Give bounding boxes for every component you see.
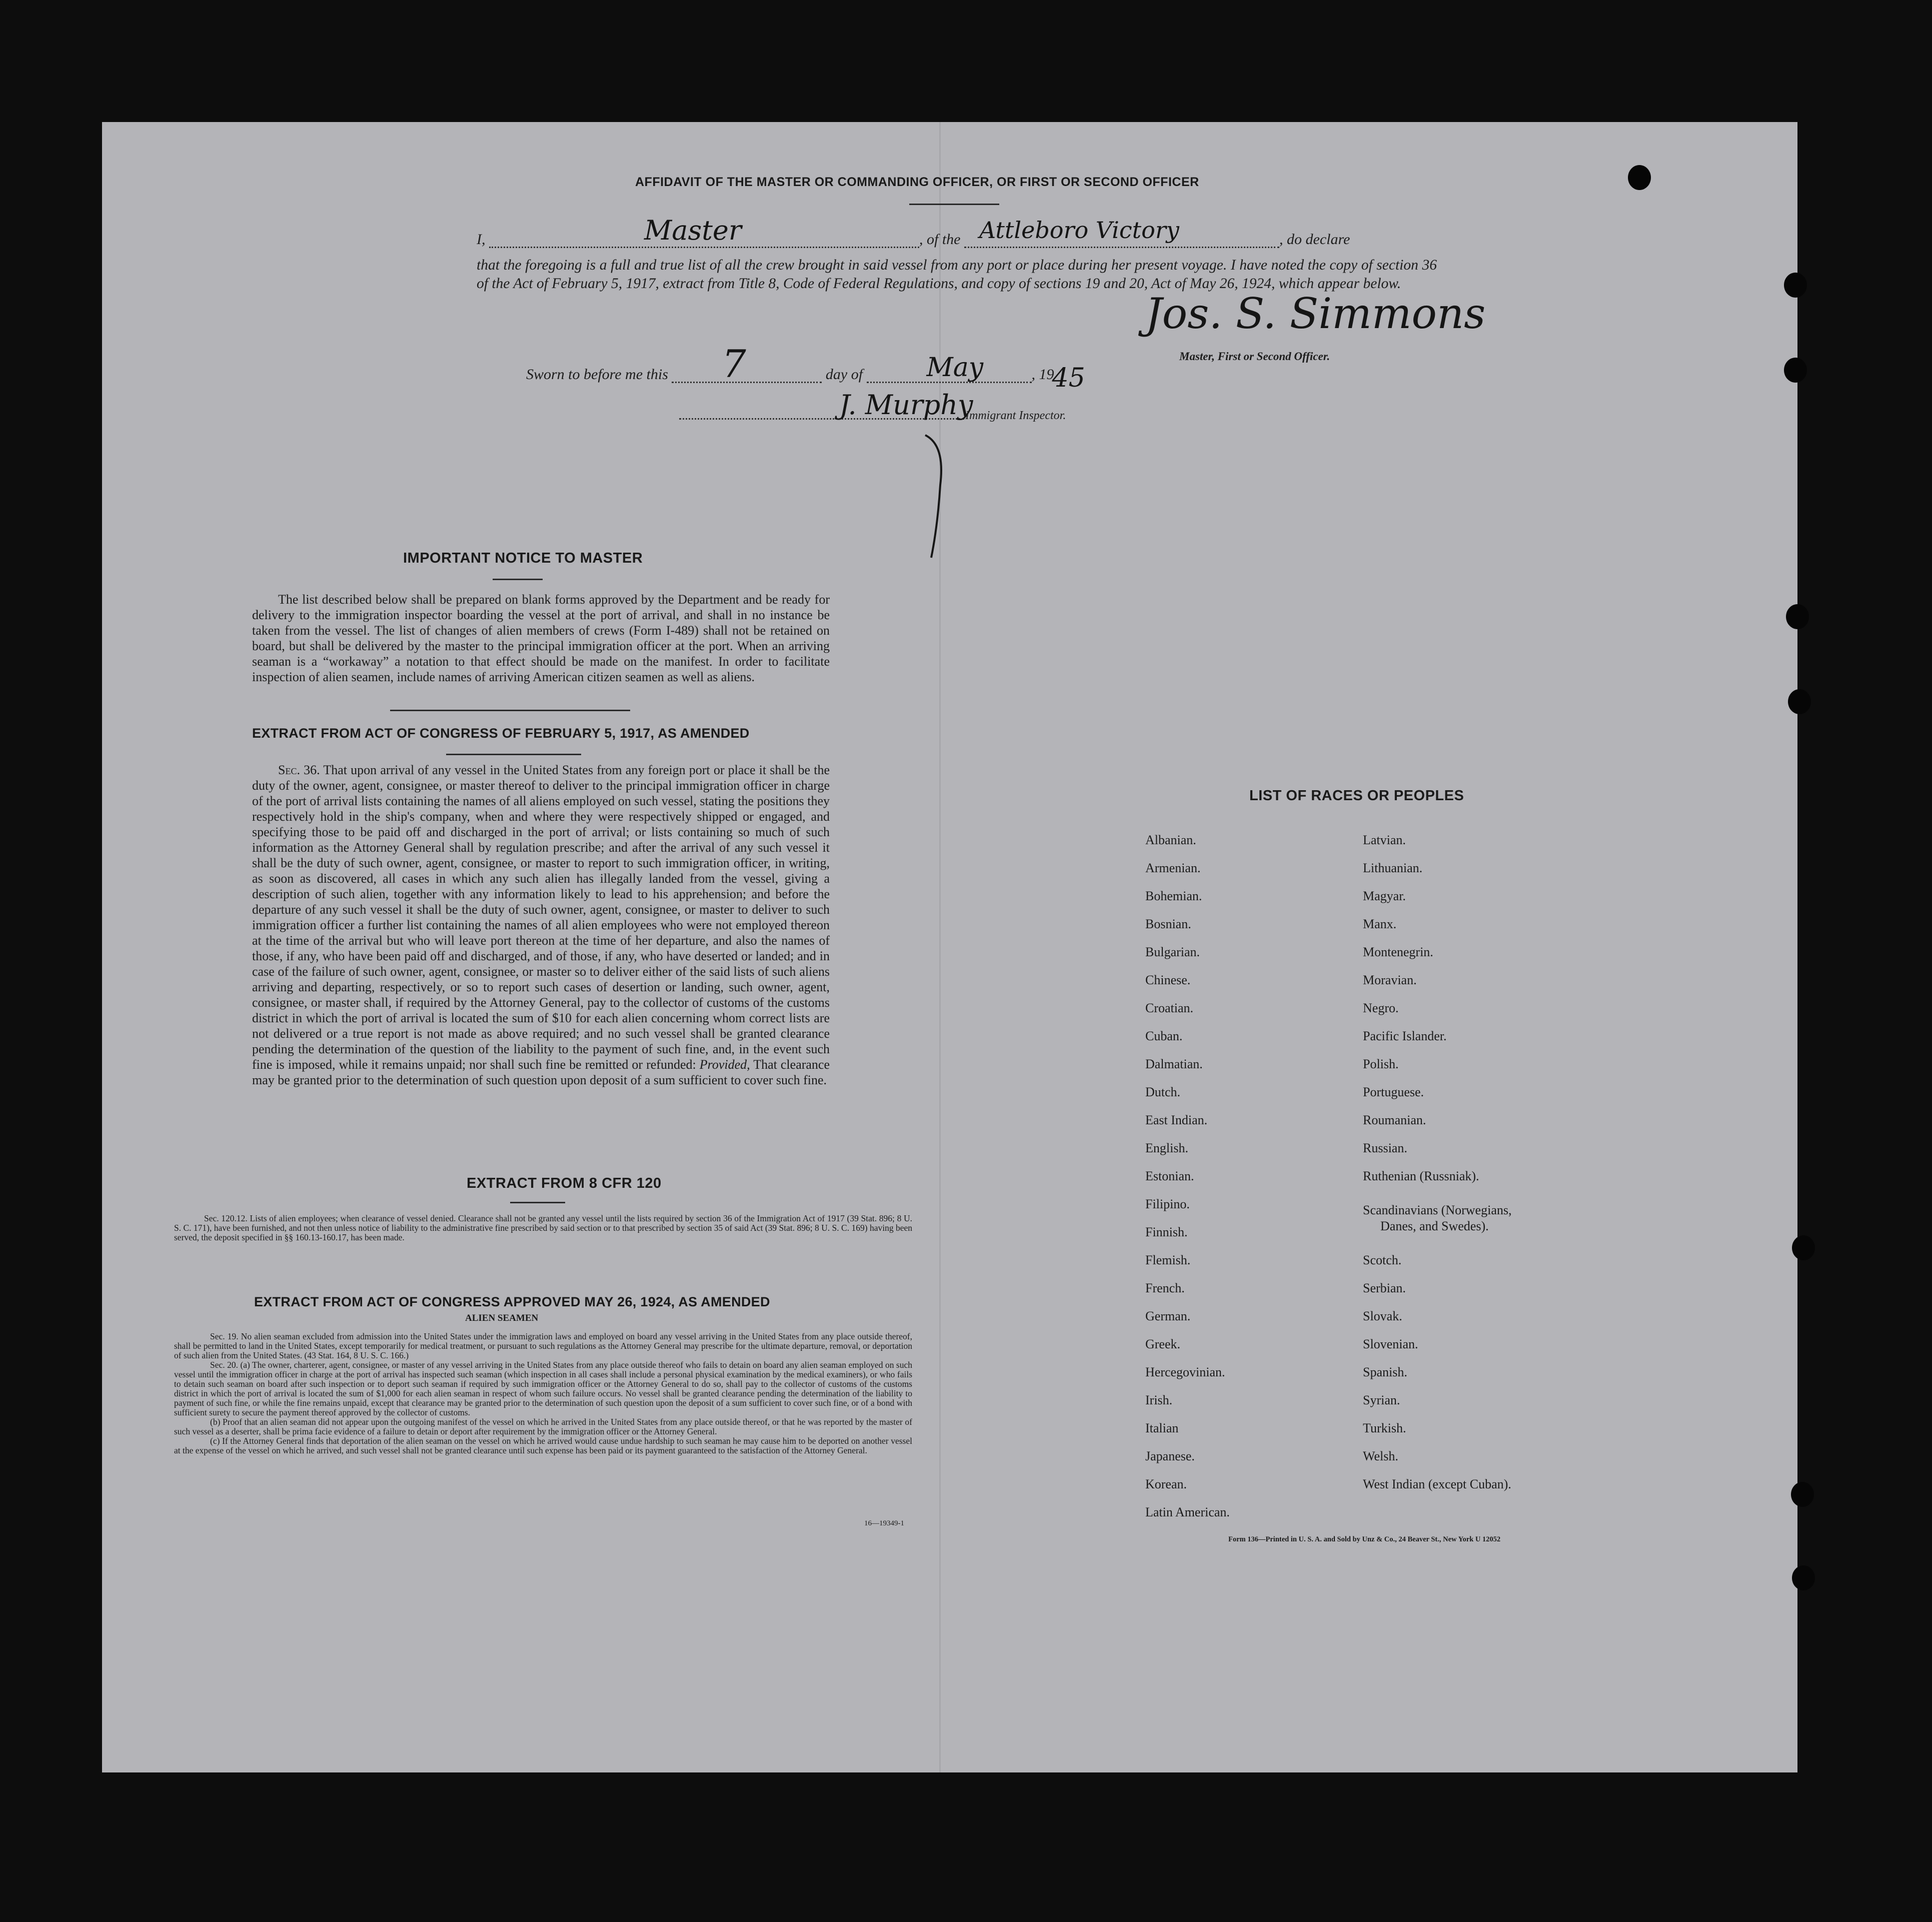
- inspector-caption: Immigrant Inspector.: [965, 409, 1066, 422]
- race-left-item: Italian: [1145, 1421, 1179, 1435]
- binder-hole: [1792, 1565, 1815, 1590]
- race-right-item: Manx.: [1363, 917, 1397, 931]
- act1924-sec20b: (b) Proof that an alien seaman did not appear upon the outgoing manifest of the vessel on which he arrived in the United States from any place outside thereof, or that he was reported by the master of such vessel as a deserter, shall be prima facie evidence of a failure to detain or deport after requirement by the immigration officer or the Attorney General.: [174, 1417, 912, 1436]
- officer-handwriting: Master: [644, 215, 742, 246]
- race-left-item: Filipino.: [1145, 1197, 1190, 1211]
- race-left-item: Dutch.: [1145, 1085, 1181, 1099]
- race-right-item: Serbian.: [1363, 1281, 1406, 1295]
- month-handwriting: May: [926, 353, 984, 383]
- race-left-item: German.: [1145, 1309, 1191, 1323]
- races-title: LIST OF RACES OR PEOPLES: [1249, 788, 1464, 804]
- master-signature-caption: Master, First or Second Officer.: [1179, 350, 1330, 363]
- race-right-item: Russian.: [1363, 1141, 1407, 1155]
- act1924-sec20c: (c) If the Attorney General finds that deportation of the alien seaman on the vessel on which he arrived would cause undue hardship to such seaman he may cause him to be deported on another vessel at the expense of the vessel on which he arrived, and such vessel shall not be granted clearance until such expense has been paid or its payment guaranteed to the satisfaction of the Attorney General.: [174, 1436, 912, 1455]
- race-right-item: Montenegrin.: [1363, 945, 1433, 959]
- race-right-item: Roumanian.: [1363, 1113, 1426, 1127]
- signature-flourish: [910, 415, 970, 565]
- race-left-item: Irish.: [1145, 1393, 1173, 1407]
- race-left-item: French.: [1145, 1281, 1185, 1295]
- act1924-subtitle: ALIEN SEAMEN: [465, 1313, 539, 1323]
- act1917-rule: [446, 754, 581, 755]
- day-field: [672, 342, 822, 386]
- binder-hole: [1786, 604, 1809, 629]
- race-left-item: Latin American.: [1145, 1505, 1230, 1519]
- race-right-item: Magyar.: [1363, 889, 1406, 903]
- affidavit-title: AFFIDAVIT OF THE MASTER OR COMMANDING OFFICER, OR FIRST OR SECOND OFFICER: [635, 175, 1199, 189]
- day-handwriting: 7: [722, 342, 746, 386]
- binder-hole: [1784, 358, 1807, 383]
- race-right-item: Scotch.: [1363, 1253, 1402, 1267]
- binder-hole: [1784, 273, 1807, 298]
- race-right-item: Syrian.: [1363, 1393, 1400, 1407]
- vessel-handwriting: Attleboro Victory: [979, 217, 1179, 244]
- race-right-item: Portuguese.: [1363, 1085, 1424, 1099]
- form-footer: Form 136—Printed in U. S. A. and Sold by Unz & Co., 24 Beaver St., New York U 12052: [1228, 1535, 1501, 1543]
- race-right-item: Latvian.: [1363, 833, 1406, 847]
- act1924-title: EXTRACT FROM ACT OF CONGRESS APPROVED MAY 26, 1924, AS AMENDED: [254, 1294, 770, 1309]
- notice-body: The list described below shall be prepared on blank forms approved by the Department and be ready for delivery to the immigration inspector boarding the vessel at the port of arrival, and shall in no instance be taken from the vessel. The list of changes of alien members of crews (Form I-489) shall not be retained on board, but shall be delivered by the master to the principal immigration officer at the port. When an arriving seaman is a “workaway” a notation to that effect should be made on the manifest. In order to facilitate inspection of alien seamen, include names of arriving American citizen seamen as well as aliens.: [252, 592, 830, 684]
- act1917-title: EXTRACT FROM ACT OF CONGRESS OF FEBRUARY 5, 1917, AS AMENDED: [252, 726, 750, 741]
- race-right-item: Turkish.: [1363, 1421, 1406, 1435]
- race-right-item: Pacific Islander.: [1363, 1029, 1447, 1043]
- race-right-item: Danes, and Swedes).: [1380, 1219, 1489, 1233]
- race-right-item: Lithuanian.: [1363, 861, 1423, 875]
- race-left-item: Estonian.: [1145, 1169, 1194, 1183]
- race-left-item: Bulgarian.: [1145, 945, 1200, 959]
- notice-rule: [493, 579, 543, 580]
- race-right-item: Scandinavians (Norwegians,: [1363, 1203, 1512, 1217]
- race-right-item: Ruthenian (Russniak).: [1363, 1169, 1479, 1183]
- inspector-signature: J. Murphy: [839, 389, 973, 421]
- race-right-item: Welsh.: [1363, 1449, 1398, 1463]
- race-right-item: West Indian (except Cuban).: [1363, 1477, 1511, 1491]
- act1924-body: [174, 1332, 912, 1455]
- notice-title: IMPORTANT NOTICE TO MASTER: [403, 550, 643, 566]
- sworn-line: Sworn to before me this 7 day of May , 19 45: [526, 342, 1085, 393]
- race-right-item: Slovak.: [1363, 1309, 1402, 1323]
- cfr-rule: [510, 1202, 565, 1203]
- affidavit-body: that the foregoing is a full and true list of all the crew brought in said vessel from any port or place during her present voyage. I have noted the copy of section 36 of the Act of February 5, 1917, extract from Title 8, Code of Federal Regulations, and copy of sections 19 and 20, Act of May 26, 1924, which appear below.: [477, 257, 1437, 292]
- race-left-item: English.: [1145, 1141, 1188, 1155]
- binder-hole: [1628, 165, 1651, 190]
- race-left-item: Greek.: [1145, 1337, 1181, 1351]
- act1924-sec20a: Sec. 20. (a) The owner, charterer, agent, consignee, or master of any vessel arriving in the United States from any place outside thereof who fails to detain on board any alien seaman employed on such vessel until the immigration officer in charge at the port of arrival has inspected such seaman (which inspection in all cases shall include a personal physical examination by the medical examiners), or who fails to detain such seaman on board after such inspection or to deport such seaman if required by such immigration officer or the Attorney General to do so, shall pay to the collector of customs of the customs district in which the port of arrival is located the sum of $1,000 for each alien seaman in respect of whom such failure occurs. No vessel shall be granted clearance pending the determination of the liability to payment of such fine, or while the fine remains unpaid, except that clearance may be granted prior to the determination of such question upon the deposit of a sum sufficient to cover such fine, or of a bond with sufficient surety to secure the payment thereof approved by the collector of customs.: [174, 1360, 912, 1417]
- race-left-item: Dalmatian.: [1145, 1057, 1203, 1071]
- title-rule: [909, 204, 999, 205]
- act1924-sec19: Sec. 19. No alien seaman excluded from admission into the United States under the immigration laws and employed on board any vessel arriving in the United States from any place outside thereof, shall be permitted to land in the United States, except temporarily for medical treatment, or pursuant to such regulations as the Attorney General may prescribe for the ultimate departure, removal, or deportation of such alien from the United States. (43 Stat. 164, 8 U. S. C. 166.): [174, 1331, 912, 1360]
- binder-hole: [1792, 1235, 1815, 1260]
- officer-field: [489, 215, 919, 248]
- vessel-field: [964, 217, 1279, 248]
- race-right-item: Polish.: [1363, 1057, 1399, 1071]
- race-left-item: Albanian.: [1145, 833, 1196, 847]
- cfr-body: Sec. 120.12. Lists of alien employees; when clearance of vessel denied. Clearance shall not be granted any vessel until the lists required by section 36 of the Immigration Act of 1917 (39 Stat. 896; 8 U. S. C. 171), have been furnished, and not then unless notice of liability to the administrative fine prescribed by said section or to that prescribed by section 35 of said Act (39 Stat. 896; 8 U. S. C. 169) having been served, the deposit specified in §§ 160.13-160.17, has been made.: [174, 1213, 912, 1242]
- race-right-item: Spanish.: [1363, 1365, 1407, 1379]
- race-left-item: Chinese.: [1145, 973, 1191, 987]
- race-right-item: Moravian.: [1363, 973, 1417, 987]
- race-left-item: Croatian.: [1145, 1001, 1194, 1015]
- month-field: [867, 353, 1032, 383]
- race-left-item: Cuban.: [1145, 1029, 1183, 1043]
- race-left-item: Finnish.: [1145, 1225, 1188, 1239]
- form-code: 16—19349-1: [864, 1519, 904, 1527]
- race-left-item: Flemish.: [1145, 1253, 1191, 1267]
- race-left-item: Japanese.: [1145, 1449, 1195, 1463]
- race-left-item: Bosnian.: [1145, 917, 1191, 931]
- race-left-item: Bohemian.: [1145, 889, 1202, 903]
- master-signature: Jos. S. Simmons: [1145, 289, 1486, 338]
- race-right-item: Slovenian.: [1363, 1337, 1418, 1351]
- year-handwriting: 45: [1052, 363, 1085, 393]
- binder-hole: [1788, 689, 1811, 714]
- binder-hole: [1791, 1482, 1814, 1507]
- race-left-item: East Indian.: [1145, 1113, 1208, 1127]
- notice-end-rule: [390, 710, 630, 711]
- affidavit-declaration-line: I, Master , of the Attleboro Victory , do declare: [477, 215, 1350, 248]
- race-left-item: Hercegovinian.: [1145, 1365, 1225, 1379]
- act1917-body: Sec. 36. That upon arrival of any vessel in the United States from any foreign port or place it shall be the duty of the owner, agent, consignee, or master thereof to deliver to the principal immigration officer in charge of the port of arrival lists containing the names of all aliens employed on such vessel, stating the positions they respectively hold in the ship's company, when and where they were respectively shipped or engaged, and specifying those to be paid off and discharged in the port of arrival; or lists containing so much of such information as the Attorney General shall by regulation prescribe; and after the arrival of any such vessel it shall be the duty of such owner, agent, consignee, or master to report to such immigration officer, in writing, as soon as discovered, all cases in which any such alien has illegally landed from the vessel, giving a description of such alien, together with any information likely to lead to his apprehension; and before the departure of any such vessel it shall be the duty of such owner, agent, consignee, or master to deliver to such immigration officer a further list containing the names of all alien employees who were not employed thereon at the time of the arrival but who will leave port thereon at the time of her departure, and also the names of those, if any, who have been paid off and discharged, and of those, if any, who have deserted or landed; and in case of the failure of such owner, agent, consignee, or master so to deliver either of the said lists of such aliens arriving and departing, respectively, or so to report such cases of desertion or landing, such owner, agent, consignee, or master shall, if required by the Attorney General, pay to the collector of customs of the customs district in which the port of arrival is located the sum of $10 for each alien concerning whom correct lists are not delivered or a true report is not made as above required; and no such vessel shall be granted clearance pending the determination of the question of the liability to the payment of such fine, and, in the event such fine is imposed, while it remains unpaid; nor shall such fine be remitted or refunded: Provided, That clearance may be granted prior to the determination of such question upon deposit of a sum sufficient to cover such fine.: [252, 763, 830, 1087]
- cfr-title: EXTRACT FROM 8 CFR 120: [467, 1175, 662, 1191]
- race-left-item: Armenian.: [1145, 861, 1201, 875]
- race-right-item: Negro.: [1363, 1001, 1399, 1015]
- race-left-item: Korean.: [1145, 1477, 1187, 1491]
